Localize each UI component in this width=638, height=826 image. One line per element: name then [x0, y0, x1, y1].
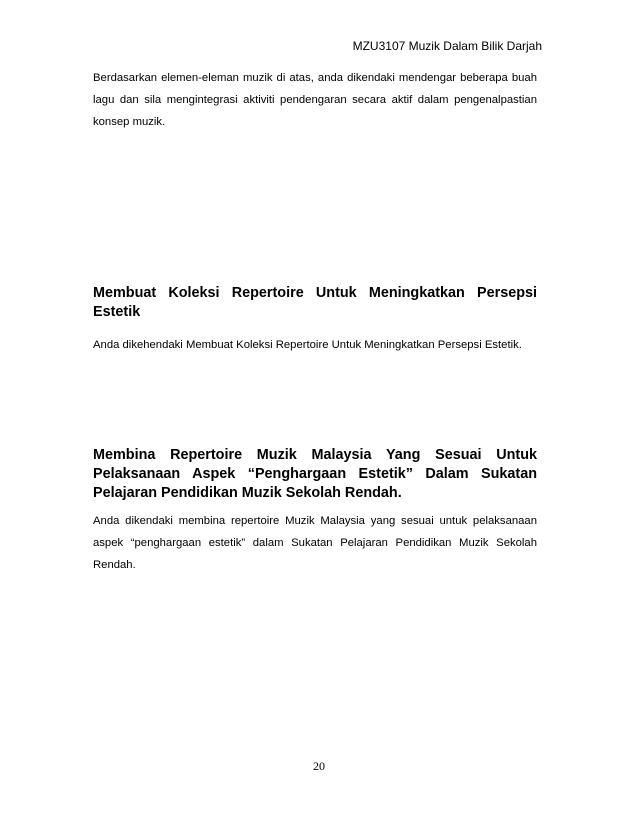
page-number: 20: [313, 759, 325, 773]
page-header-course-title: MZU3107 Muzik Dalam Bilik Darjah: [352, 39, 542, 53]
section-paragraph-koleksi-repertoire: Anda dikehendaki Membuat Koleksi Repertoire Untuk Meningkatkan Persepsi Estetik.: [93, 339, 522, 351]
section-paragraph-repertoire-malaysia: Anda dikendaki membina repertoire Muzik Malaysia yang sesuai untuk pelaksanaan aspek “penghargaan estetik” dalam Sukatan Pelajaran Pendidikan Muzik Sekolah Rendah.: [93, 515, 537, 571]
intro-paragraph: Berdasarkan elemen-eleman muzik di atas, anda dikendaki mendengar beberapa buah lagu dan sila mengintegrasi aktiviti pendengaran secara aktif dalam pengenalpastian konsep muzik.: [93, 72, 537, 128]
section-heading-koleksi-repertoire: Membuat Koleksi Repertoire Untuk Meningkatkan Persepsi Estetik: [93, 285, 537, 320]
section-heading-repertoire-malaysia: Membina Repertoire Muzik Malaysia Yang Sesuai Untuk Pelaksanaan Aspek “Penghargaan Estetik” Dalam Sukatan Pelajaran Pendidikan Muzik Sekolah Rendah.: [93, 447, 537, 501]
